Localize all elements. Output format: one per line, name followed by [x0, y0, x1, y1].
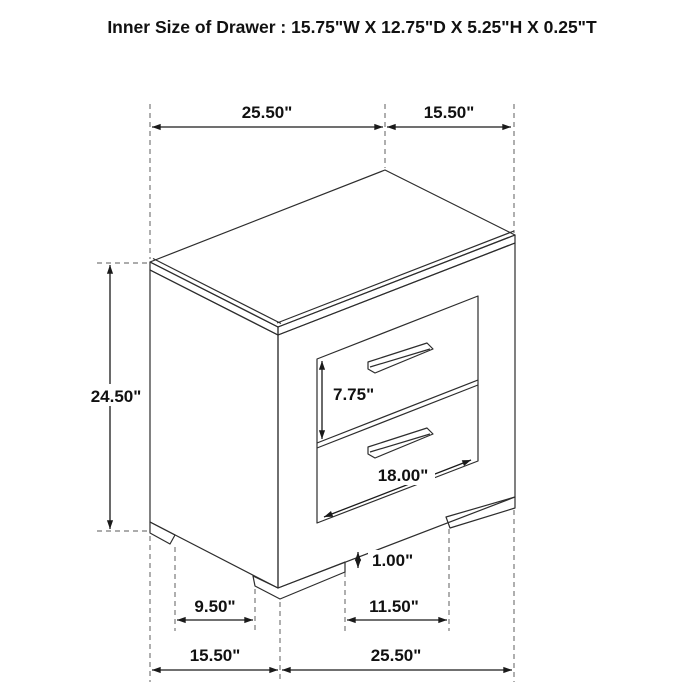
right-foot: [446, 497, 515, 528]
dim-overall-height-label: 24.50": [90, 387, 142, 406]
dim-front-foot-spacing-label: 11.50": [369, 597, 419, 616]
dim-side-foot-spacing-label: 9.50": [194, 597, 236, 616]
dim-overall-height: [86, 265, 146, 529]
dim-drawer-opening-width-label: 18.00": [377, 466, 429, 485]
front-panel-quilted: [278, 243, 515, 588]
dim-top-width-label: 25.50": [241, 103, 293, 122]
dim-drawer-opening-height: [322, 361, 374, 439]
left-foot: [150, 522, 175, 544]
dim-top-depth-label: 15.50": [423, 103, 475, 122]
extension-lines: [97, 104, 514, 682]
top-slab-right-edge: [278, 235, 515, 335]
dim-foot-height-label: 1.00": [372, 551, 414, 570]
dim-drawer-opening-width: [324, 460, 471, 517]
dim-side-foot-spacing: [177, 597, 253, 620]
top-slab-left-edge: [150, 262, 278, 335]
dim-bottom-depth-label: 15.50": [189, 646, 241, 665]
dim-bottom-width: [282, 646, 512, 670]
dim-front-foot-spacing: [347, 597, 447, 620]
top-face-inner-edge-left: [153, 259, 281, 324]
page-title: Inner Size of Drawer : 15.75"W X 12.75"D X 5.25"H X 0.25"T: [107, 17, 597, 37]
dim-drawer-opening-height-label: 7.75": [333, 385, 375, 404]
dim-bottom-depth: [152, 646, 278, 670]
dim-top-depth: [387, 103, 511, 127]
dim-bottom-width-label: 25.50": [370, 646, 422, 665]
dim-foot-height: [358, 550, 417, 570]
dim-top-width: [152, 103, 383, 127]
